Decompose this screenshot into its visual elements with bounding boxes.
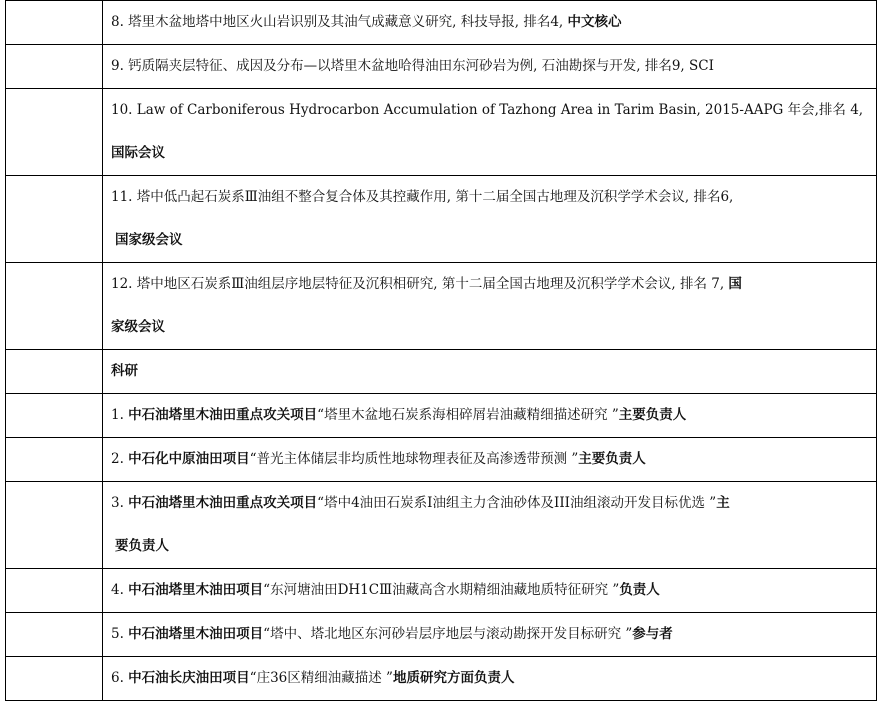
resume-table <box>5 0 877 701</box>
table-row <box>6 350 877 394</box>
left-cell <box>6 569 103 613</box>
table-row <box>6 482 877 569</box>
content-cell: 10. Law of Carboniferous Hydrocarbon Accumulation of Tazhong Area in Tarim Basin, 2015-AAPG 年会,排名 4, 国际会议 <box>103 89 877 176</box>
left-cell <box>6 1 103 45</box>
content-cell: 8. 塔里木盆地塔中地区火山岩识别及其油气成藏意义研究, 科技导报, 排名4, 中文核心 <box>103 1 877 45</box>
left-cell <box>6 89 103 176</box>
table-row <box>6 438 877 482</box>
left-cell <box>6 45 103 89</box>
left-cell <box>6 613 103 657</box>
table-row <box>6 613 877 657</box>
content-cell: 3. 中石油塔里木油田重点攻关项目“塔中4油田石炭系I油组主力含油砂体及III油组滚动开发目标优选 ”主 要负责人 <box>103 482 877 569</box>
content-cell: 5. 中石油塔里木油田项目“塔中、塔北地区东河砂岩层序地层与滚动勘探开发目标研究 ”参与者 <box>103 613 877 657</box>
content-cell: 1. 中石油塔里木油田重点攻关项目“塔里木盆地石炭系海相碎屑岩油藏精细描述研究 ”主要负责人 <box>103 394 877 438</box>
left-cell <box>6 438 103 482</box>
left-cell <box>6 482 103 569</box>
table-row <box>6 1 877 45</box>
table-row <box>6 176 877 263</box>
left-cell <box>6 657 103 701</box>
table-row <box>6 45 877 89</box>
left-cell <box>6 394 103 438</box>
table-row <box>6 394 877 438</box>
content-cell: 6. 中石油长庆油田项目“庄36区精细油藏描述 ”地质研究方面负责人 <box>103 657 877 701</box>
content-cell: 4. 中石油塔里木油田项目“东河塘油田DH1CⅢ油藏高含水期精细油藏地质特征研究 ”负责人 <box>103 569 877 613</box>
left-cell <box>6 263 103 350</box>
table-row <box>6 569 877 613</box>
left-cell <box>6 176 103 263</box>
table-row <box>6 89 877 176</box>
table-row <box>6 657 877 701</box>
content-cell: 2. 中石化中原油田项目“普光主体储层非均质性地球物理表征及高渗透带预测 ”主要负责人 <box>103 438 877 482</box>
section-heading: 科研 <box>103 350 877 394</box>
content-cell: 12. 塔中地区石炭系Ⅲ油组层序地层特征及沉积相研究, 第十二届全国古地理及沉积学学术会议, 排名 7, 国 家级会议 <box>103 263 877 350</box>
left-cell <box>6 350 103 394</box>
content-cell: 9. 钙质隔夹层特征、成因及分布—以塔里木盆地哈得油田东河砂岩为例, 石油勘探与开发, 排名9, SCI <box>103 45 877 89</box>
table-row <box>6 263 877 350</box>
content-cell: 11. 塔中低凸起石炭系Ⅲ油组不整合复合体及其控藏作用, 第十二届全国古地理及沉积学学术会议, 排名6, 国家级会议 <box>103 176 877 263</box>
